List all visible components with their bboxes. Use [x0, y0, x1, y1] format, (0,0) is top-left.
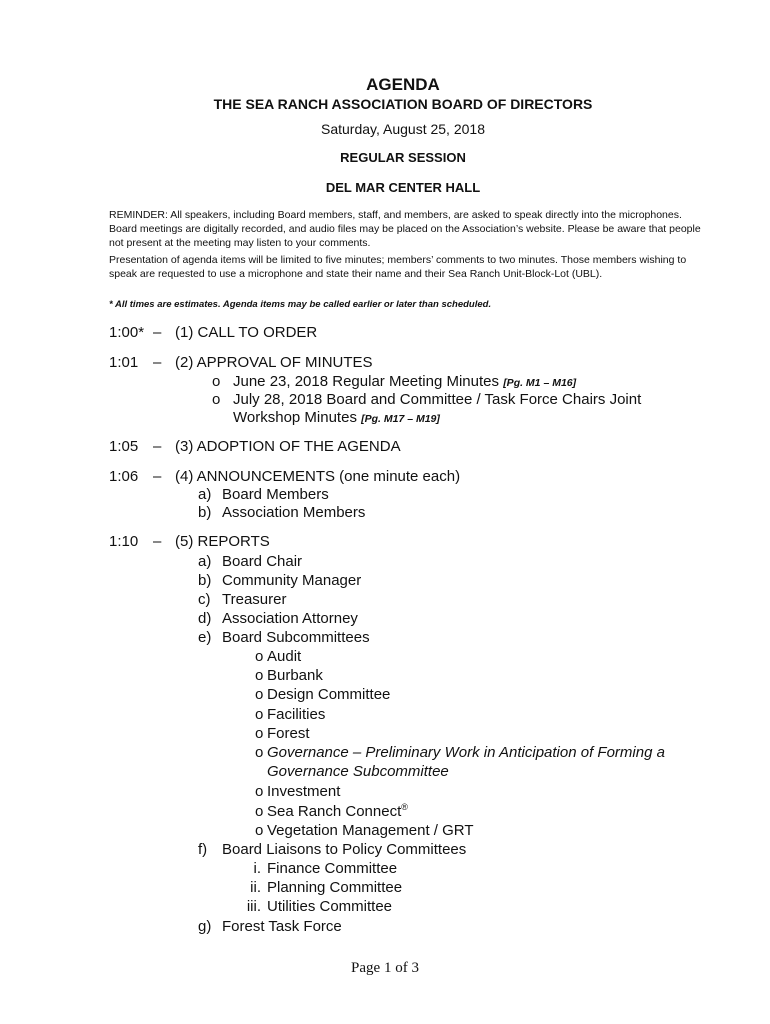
subcommittee-facilities	[255, 706, 325, 723]
registered-mark: ®	[401, 802, 408, 812]
minutes-july-line1: July 28, 2018 Board and Committee / Task Force Chairs Joint	[233, 391, 642, 408]
subcommittee-label: Sea Ranch Connect	[267, 803, 402, 820]
item-time: 1:05	[109, 438, 139, 455]
report-board-chair: Board Chair	[222, 553, 303, 570]
subcommittee-label: Burbank	[267, 667, 323, 684]
agenda-title: AGENDA	[366, 75, 440, 94]
dash: –	[153, 438, 162, 455]
item-time: 1:01	[109, 354, 139, 371]
item-adoption-of-agenda: (3) ADOPTION OF THE AGENDA	[175, 438, 401, 455]
roman-marker: ii.	[250, 879, 261, 896]
report-forest-task-force: Forest Task Force	[222, 918, 342, 935]
bullet: o	[255, 648, 264, 665]
subcommittee-governance	[255, 744, 665, 761]
bullet: o	[255, 783, 264, 800]
list-marker: b)	[198, 504, 212, 521]
report-association-attorney: Association Attorney	[222, 610, 358, 627]
bullet: o	[255, 725, 264, 742]
subcommittee-label: Forest	[267, 725, 310, 742]
reminder-notice: REMINDER: All speakers, including Board members, staff, and members, are asked to speak directly into the microphones. Board meetings are digitally recorded, and audio files may be placed on the Association’s website. Please be aware that people not present at the meeting may listen to your comments.	[109, 209, 701, 249]
subcommittee-audit	[255, 648, 301, 665]
presentation-notice: Presentation of agenda items will be limited to five minutes; members’ comments to two minutes. Those members wishing to speak are requested to use a microphone and state their name and their Sea Ranch Unit-Block-Lot (UBL).	[109, 254, 687, 280]
session-type: REGULAR SESSION	[340, 150, 466, 165]
liaison-finance: Finance Committee	[267, 860, 398, 877]
minutes-bullet: o	[212, 391, 221, 408]
subcommittee-vegetation	[255, 822, 474, 839]
roman-marker: iii.	[246, 898, 261, 915]
list-marker: c)	[198, 591, 211, 608]
list-marker: d)	[198, 610, 212, 627]
dash: –	[153, 468, 162, 485]
list-marker: g)	[198, 918, 212, 935]
roman-marker: i.	[253, 860, 261, 877]
report-treasurer: Treasurer	[222, 591, 287, 608]
item-time: 1:10	[109, 533, 139, 550]
report-community-manager: Community Manager	[222, 572, 362, 589]
item-time: 1:06	[109, 468, 139, 485]
list-marker: e)	[198, 629, 212, 646]
dash: –	[153, 533, 162, 550]
subcommittee-sea-ranch-connect	[255, 802, 408, 820]
subcommittee-governance-line2: Governance Subcommittee	[267, 763, 449, 780]
minutes-june-page-ref: [Pg. M1 – M16]	[503, 377, 577, 389]
subcommittee-label: Design Committee	[267, 686, 391, 703]
liaison-planning: Planning Committee	[267, 879, 403, 896]
item-announcements: (4) ANNOUNCEMENTS (one minute each)	[175, 468, 461, 485]
item-time: 1:00*	[109, 324, 145, 341]
dash: –	[153, 324, 162, 341]
subcommittee-label: Investment	[267, 783, 341, 800]
subcommittee-investment	[255, 783, 340, 800]
subcommittee-label: Vegetation Management / GRT	[267, 822, 474, 839]
minutes-july-page-ref: [Pg. M17 – M19]	[361, 413, 440, 425]
minutes-july-line2	[233, 409, 440, 426]
list-marker: a)	[198, 486, 212, 503]
minutes-july-label: Workshop Minutes	[233, 409, 357, 426]
subcommittee-label: Governance – Preliminary Work in Anticipation of Forming a	[267, 744, 665, 761]
item-call-to-order: (1) CALL TO ORDER	[175, 324, 318, 341]
report-board-subcommittees: Board Subcommittees	[222, 629, 370, 646]
times-estimate-note: * All times are estimates. Agenda items may be called earlier or later than scheduled.	[109, 299, 492, 310]
minutes-bullet: o	[212, 373, 221, 390]
bullet: o	[255, 706, 264, 723]
list-marker: b)	[198, 572, 212, 589]
dash: –	[153, 354, 162, 371]
subcommittee-label: Audit	[267, 648, 302, 665]
organization-title: THE SEA RANCH ASSOCIATION BOARD OF DIRECTORS	[213, 96, 593, 112]
subcommittee-burbank	[255, 667, 323, 684]
item-approval-of-minutes: (2) APPROVAL OF MINUTES	[175, 354, 373, 371]
list-marker: f)	[198, 841, 208, 858]
subcommittee-design	[255, 686, 390, 703]
bullet: o	[255, 667, 264, 684]
subcommittee-label: Facilities	[267, 706, 326, 723]
list-marker: a)	[198, 553, 212, 570]
report-board-liaisons: Board Liaisons to Policy Committees	[222, 841, 467, 858]
liaison-utilities: Utilities Committee	[267, 898, 393, 915]
page-number: Page 1 of 3	[351, 960, 419, 976]
meeting-location: DEL MAR CENTER HALL	[325, 180, 481, 195]
bullet: o	[255, 803, 264, 820]
bullet: o	[255, 744, 264, 761]
minutes-june	[233, 373, 576, 390]
bullet: o	[255, 686, 264, 703]
announcement-association-members: Association Members	[222, 504, 366, 521]
meeting-date: Saturday, August 25, 2018	[321, 121, 485, 137]
item-reports: (5) REPORTS	[175, 533, 270, 550]
announcement-board-members: Board Members	[222, 486, 329, 503]
bullet: o	[255, 822, 264, 839]
subcommittee-forest	[255, 725, 310, 742]
minutes-june-label: June 23, 2018 Regular Meeting Minutes	[233, 373, 500, 390]
